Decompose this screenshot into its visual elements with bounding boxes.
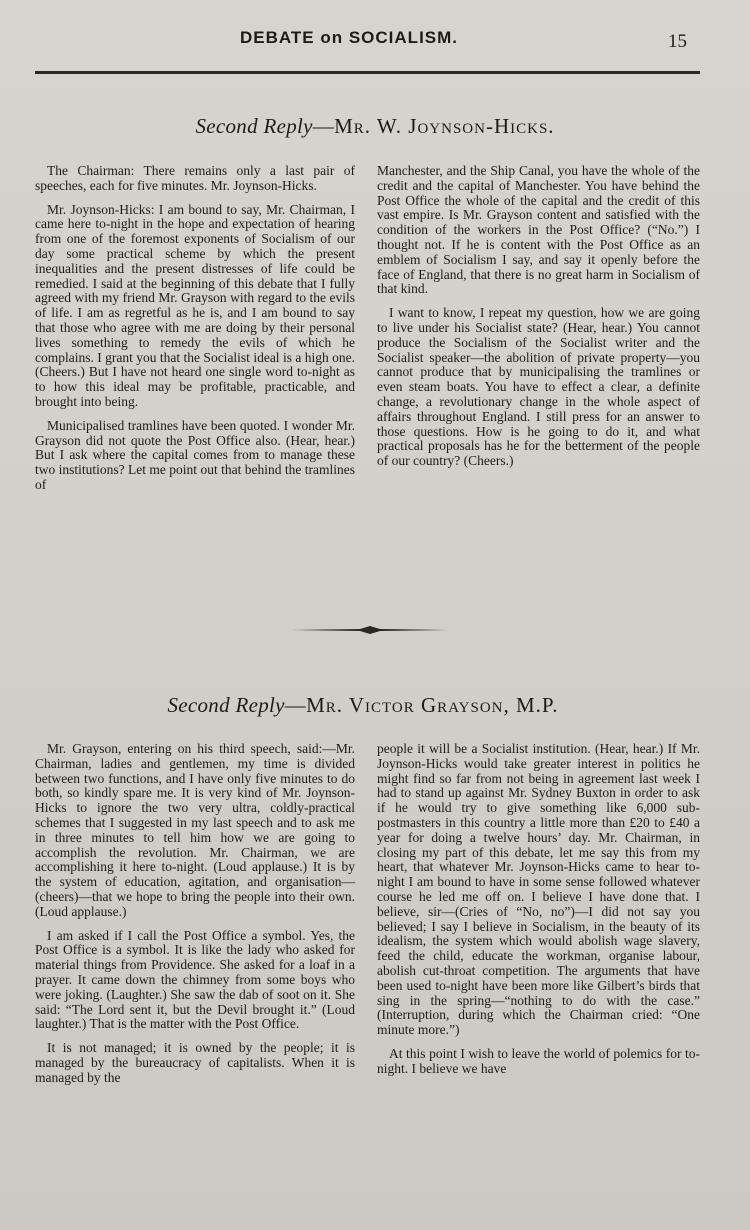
paragraph: I am asked if I call the Post Office a symbol. Yes, the Post Office is a symbol. It is like the lady who asked for material things from Providence. She asked for a loaf in a prayer. It came down the chimney from some boys who were joking. (Laughter.) She saw the dab of soot on it. She said: “The Lord sent it, but the Devil brought it.” (Loud laughter.) That is the matter with the Post Office. — [35, 927, 355, 1032]
section-2-left-column — [35, 742, 355, 1095]
paragraph: Municipalised tramlines have been quoted. I wonder Mr. Grayson did not quote the Post Office also. (Hear, hear.) But I ask where the capital comes from to manage these two institutions? Let me point out that behind the tramlines of — [35, 417, 355, 492]
heading-dash: — — [312, 114, 335, 138]
running-head — [0, 28, 750, 58]
paragraph: At this point I wish to leave the world of polemics for to-night. I believe we have — [377, 1045, 700, 1076]
section-2-right-column — [377, 742, 700, 1086]
paragraph: The Chairman: There remains only a last pair of speeches, each for five minutes. Mr. Joynson-Hicks. — [35, 163, 355, 193]
page-number: 15 — [668, 31, 687, 52]
paragraph: Mr. Joynson-Hicks: I am bound to say, Mr. Chairman, I came here to-night in the hope and expectation of hearing from one of the foremost exponents of Socialism of our day some practical scheme by which the present inequalities and the present distresses of life could be remedied. I said at the beginning of this debate that I fully agreed with my friend Mr. Grayson with regard to the evils of life. I am as regretful as he is, and I am bound to say that those who agree with me are doing by their personal lives something to remedy the evils of which he complains. I grant you that the Socialist ideal is a high one. (Cheers.) But I have not heard one single word to-night as to how this ideal may be profitable, practicable, and brought into being. — [35, 201, 355, 409]
paragraph: Mr. Grayson, entering on his third speech, said:—Mr. Chairman, ladies and gentlemen, my time is divided between two functions, and I have only five minutes to do both, so kindly spare me. It is very kind of Mr. Joynson-Hicks to ignore the two very ultra, coldly-practical schemes that I suggested in my last speech and to ask me in three minutes to tell him how we are going to accomplish the revolution. Mr. Chairman, we are accomplishing it here to-night. (Loud applause.) It is by the system of education, agitation, and organisation—(cheers)—that we hope to bring the people into their own. (Loud applause.) — [35, 741, 355, 919]
heading-speaker-name: Mr. Victor Grayson, M.P. — [306, 693, 559, 717]
paragraph-continued: people it will be a Socialist institution. (Hear, hear.) If Mr. Joynson-Hicks would take greater interest in politics he might find so far from not being in agreement last week I had to stand up against Mr. Sydney Buxton in order to ask if he would try to give something like 6,000 sub-postmasters in this country a little more than £20 to £40 a year for doing a twelve hours’ day. Mr. Chairman, in closing my part of this debate, let me say this from my heart, that whatever Mr. Joynson-Hicks came to hear to-night I am bound to have in some sense followed whatever course he led me off on. I believe I have done that. I believe, sir—(Cries of “No, no”)—I did not say you believed; I say I believe in Socialism, in the beauty of its idealism, the system which would abolish wage slavery, feed the child, educate the workman, organise labour, abolish cut-throat competition. The arguments that have been used to-night have been more like Gilbert’s birds that sing in the spring—“nothing to do with the case.” (Interruption, during which the Chairman cried: “One minute more.”) — [377, 741, 700, 1038]
section-heading-grayson — [0, 693, 738, 718]
section-1-right-column — [377, 164, 700, 478]
heading-speaker-name: Mr. W. Joynson-Hicks. — [334, 114, 555, 138]
running-title: DEBATE on SOCIALISM. — [240, 28, 459, 47]
section-heading-joynson-hicks — [0, 114, 750, 139]
paragraph: I want to know, I repeat my question, how we are going to live under his Socialist state? (Hear, hear.) You cannot produce the Socialism of the Socialist writer and the Socialist speaker—the abolition of private property—you cannot produce that by municipalising the tramlines or even steam boats. You have to effect a clear, a definite change, a revolutionary change in the whole aspect of affairs throughout England. I still press for an answer to those questions. How is he going to do it, and what practical proposals has he for the betterment of the people of our country? (Cheers.) — [377, 305, 700, 469]
section-divider-ornament — [290, 624, 450, 636]
paragraph: It is not managed; it is owned by the people; it is managed by the bureaucracy of capitalists. When it is managed by the — [35, 1040, 355, 1085]
paragraph-continued: Manchester, and the Ship Canal, you have the whole of the credit and the capital of Manchester. You have behind the Post Office the whole of the capital and the credit of this vast empire. Is Mr. Grayson content and satisfied with the condition of the workers in the Post Office? (“No.”) I thought not. If he is content with the Post Office as an emblem of Socialism I say, and say it openly before the face of England, that there is no great harm in Socialism of that kind. — [377, 163, 700, 297]
header-rule — [35, 71, 700, 74]
section-1-left-column — [35, 164, 355, 502]
heading-dash: — — [284, 693, 307, 717]
heading-reply-label: Second Reply — [167, 693, 285, 717]
heading-reply-label: Second Reply — [195, 114, 313, 138]
